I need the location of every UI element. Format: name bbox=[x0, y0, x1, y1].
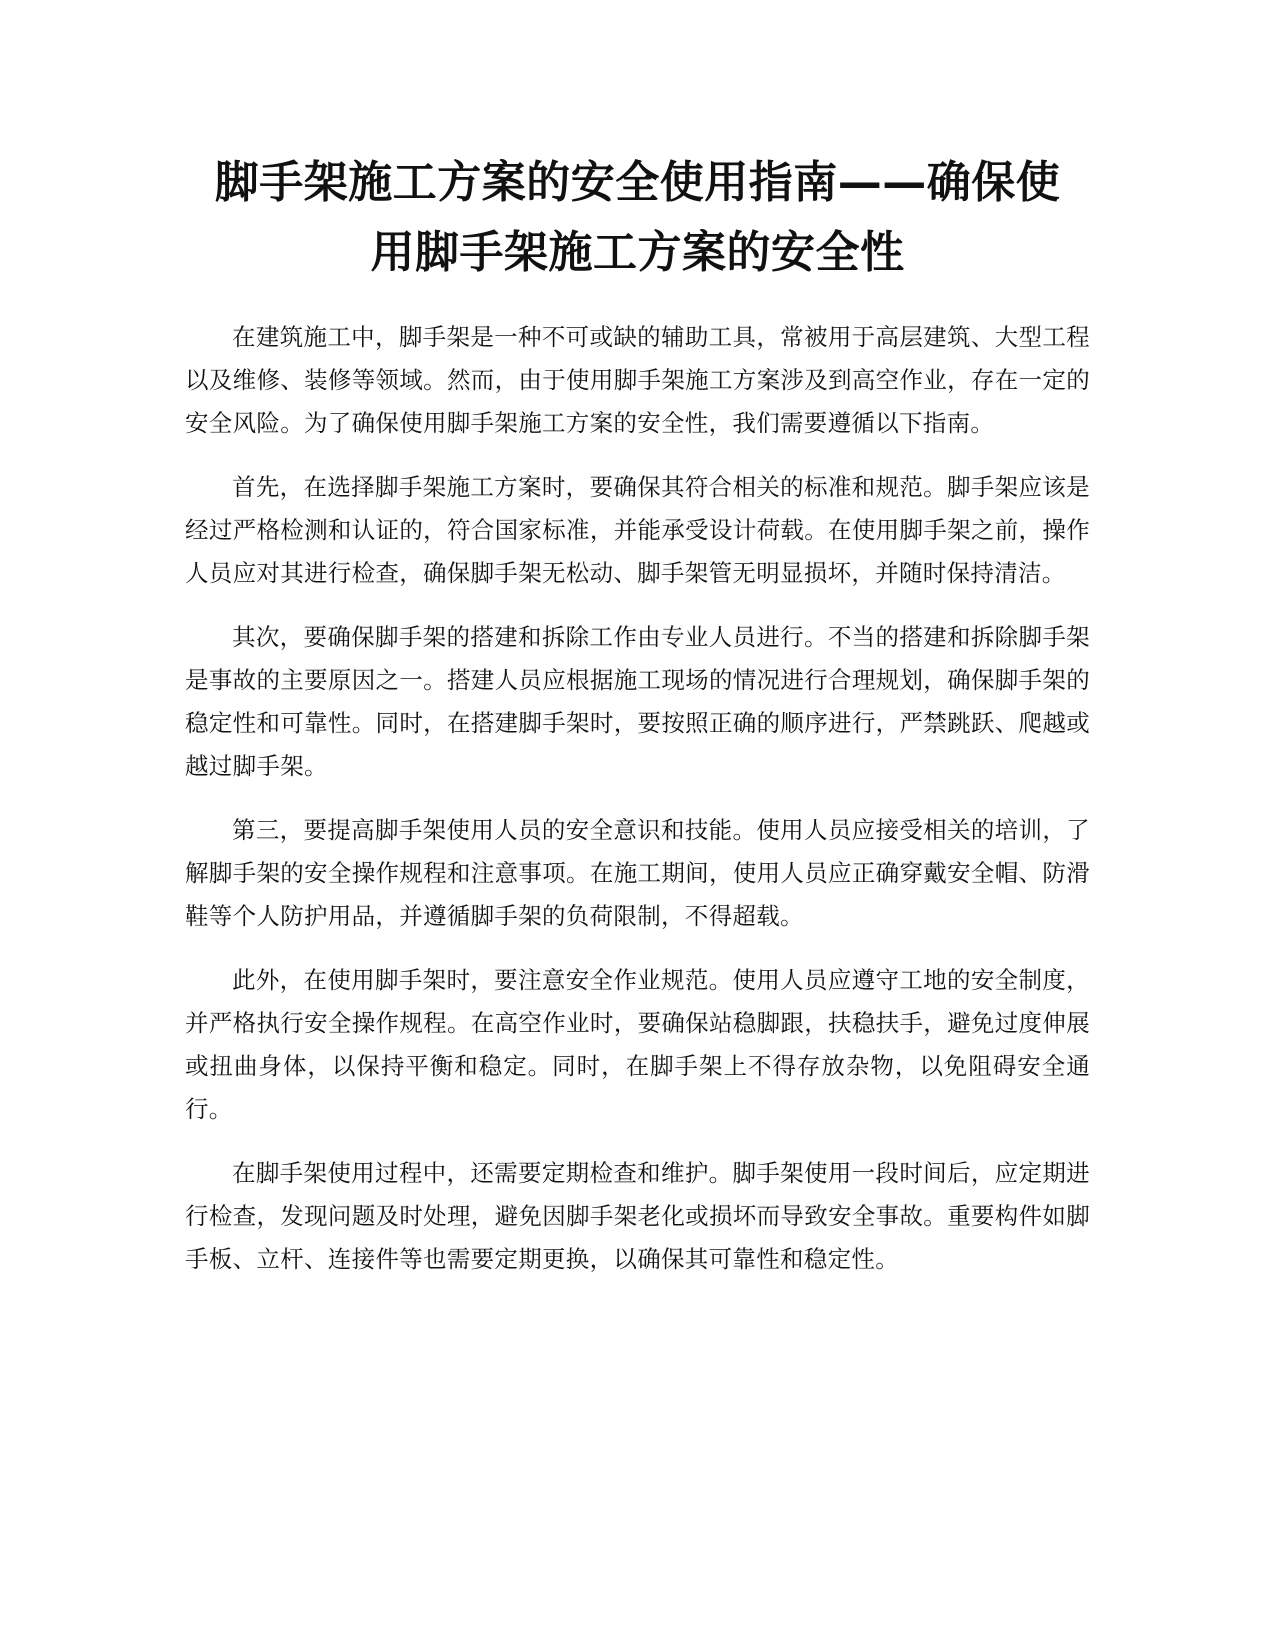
paragraph-intro: 在建筑施工中，脚手架是一种不可或缺的辅助工具，常被用于高层建筑、大型工程以及维修、装修等领域。然而，由于使用脚手架施工方案涉及到高空作业，存在一定的安全风险。为了确保使用脚手架施工方案的安全性，我们需要遵循以下指南。 bbox=[185, 323, 1090, 437]
paragraph-maintenance: 在脚手架使用过程中，还需要定期检查和维护。脚手架使用一段时间后，应定期进行检查，发现问题及时处理，避免因脚手架老化或损坏而导致安全事故。重要构件如脚手板、立杆、连接件等也需要定期更换，以确保其可靠性和稳定性。 bbox=[185, 1159, 1090, 1273]
paragraph-first: 首先，在选择脚手架施工方案时，要确保其符合相关的标准和规范。脚手架应该是经过严格检测和认证的，符合国家标准，并能承受设计荷载。在使用脚手架之前，操作人员应对其进行检查，确保脚手架无松动、脚手架管无明显损坏，并随时保持清洁。 bbox=[185, 473, 1090, 587]
document-title bbox=[185, 148, 1090, 288]
paragraph-additionally: 此外，在使用脚手架时，要注意安全作业规范。使用人员应遵守工地的安全制度，并严格执行安全操作规程。在高空作业时，要确保站稳脚跟，扶稳扶手，避免过度伸展或扭曲身体，以保持平衡和稳定。同时，在脚手架上不得存放杂物，以免阻碍安全通行。 bbox=[185, 966, 1090, 1123]
title-line-2: 用脚手架施工方案的安全性 bbox=[370, 227, 905, 278]
document-body bbox=[185, 316, 1090, 1281]
paragraph-second: 其次，要确保脚手架的搭建和拆除工作由专业人员进行。不当的搭建和拆除脚手架是事故的主要原因之一。搭建人员应根据施工现场的情况进行合理规划，确保脚手架的稳定性和可靠性。同时，在搭建脚手架时，要按照正确的顺序进行，严禁跳跃、爬越或越过脚手架。 bbox=[185, 623, 1090, 780]
paragraph-third: 第三，要提高脚手架使用人员的安全意识和技能。使用人员应接受相关的培训，了解脚手架的安全操作规程和注意事项。在施工期间，使用人员应正确穿戴安全帽、防滑鞋等个人防护用品，并遵循脚手架的负荷限制，不得超载。 bbox=[185, 816, 1090, 930]
document-page bbox=[185, 148, 1090, 1302]
title-line-1: 脚手架施工方案的安全使用指南——确保使 bbox=[214, 157, 1061, 208]
